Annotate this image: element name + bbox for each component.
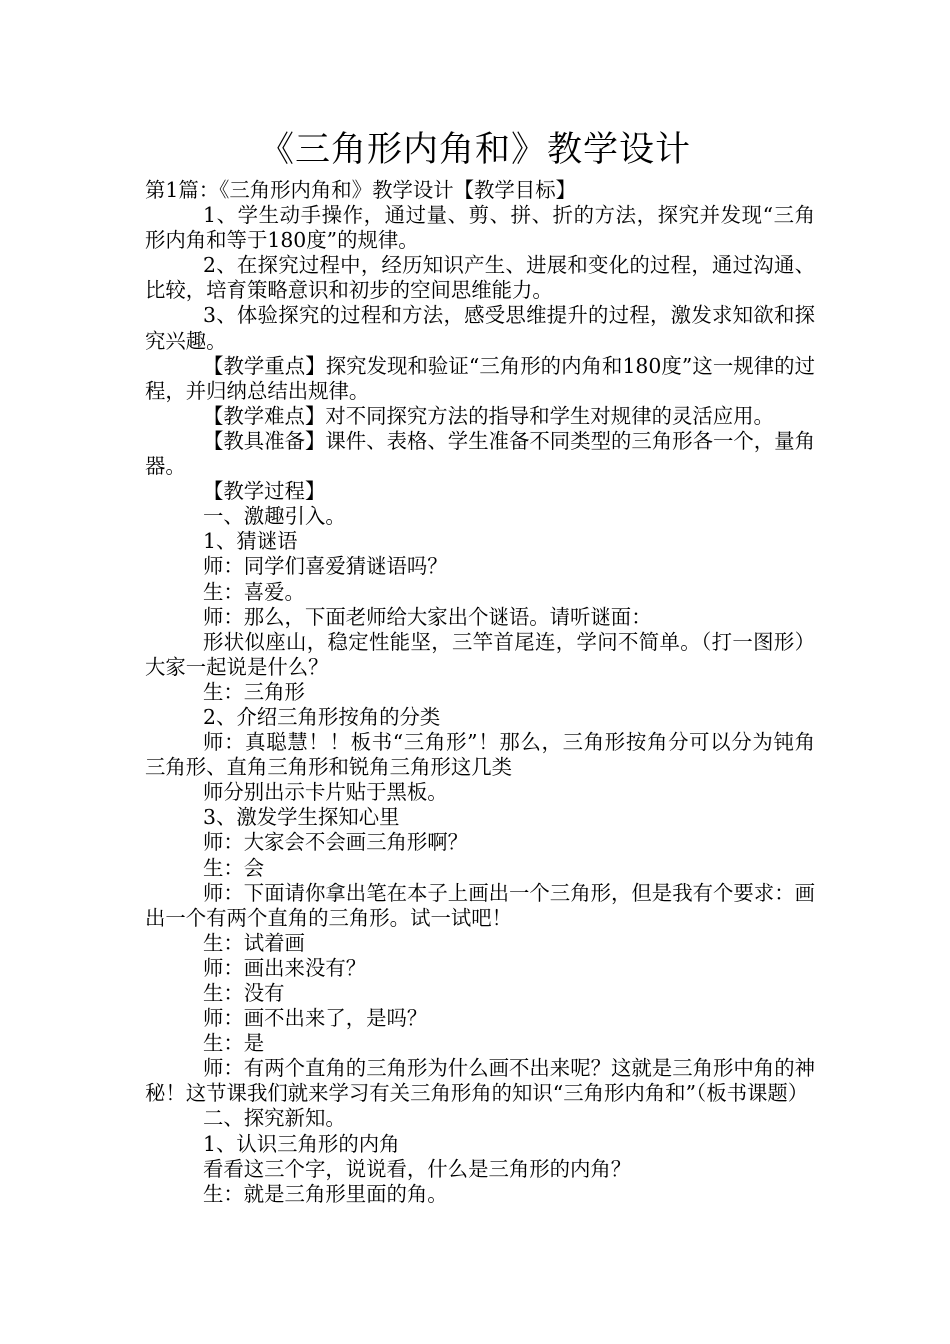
paragraph: 师：画出来没有？ <box>203 955 367 980</box>
paragraph: 【教学重点】探究发现和验证“三角形的内角和180度”这一规律的过程，并归纳总结出规律。 <box>145 353 815 403</box>
paragraph: 二、探究新知。 <box>203 1106 346 1131</box>
paragraph: 师：那么，下面老师给大家出个谜语。请听谜面： <box>203 604 652 629</box>
paragraph: 一、激趣引入。 <box>203 504 346 529</box>
paragraph: 形状似座山，稳定性能坚，三竿首尾连，学问不简单。（打一图形）大家一起说是什么？ <box>145 629 815 679</box>
paragraph: 2、介绍三角形按角的分类 <box>203 704 441 729</box>
paragraph: 师：同学们喜爱猜谜语吗？ <box>203 554 448 579</box>
paragraph: 【教学过程】 <box>203 479 326 504</box>
paragraph: 师：下面请你拿出笔在本子上画出一个三角形，但是我有个要求：画出一个有两个直角的三角形。试一试吧！ <box>145 880 815 930</box>
paragraph: 1、认识三角形的内角 <box>203 1131 400 1156</box>
paragraph: 生：试着画 <box>203 930 305 955</box>
document-body <box>145 178 815 1207</box>
paragraph: 2、在探究过程中，经历知识产生、进展和变化的过程，通过沟通、比较，培育策略意识和初步的空间思维能力。 <box>145 253 815 303</box>
paragraph: 生：没有 <box>203 981 285 1005</box>
paragraph: 师：画不出来了，是吗？ <box>203 1006 428 1031</box>
paragraph: 3、体验探究的过程和方法，感受思维提升的过程，激发求知欲和探究兴趣。 <box>145 303 815 353</box>
paragraph: 师：大家会不会画三角形啊？ <box>203 830 469 855</box>
paragraph: 生：三角形 <box>203 679 305 704</box>
paragraph: 师：真聪慧！！板书“三角形”！那么，三角形按角分可以分为钝角三角形、直角三角形和锐角三角形这几类 <box>145 730 815 780</box>
paragraph: 生：喜爱。 <box>203 579 305 604</box>
paragraph: 看看这三个字，说说看，什么是三角形的内角？ <box>203 1156 632 1181</box>
paragraph: 【教学难点】对不同探究方法的指导和学生对规律的灵活应用。 <box>203 403 774 428</box>
paragraph: 师：有两个直角的三角形为什么画不出来呢？这就是三角形中角的神秘！这节课我们就来学习有关三角形角的知识“三角形内角和”（板书课题） <box>145 1056 815 1106</box>
paragraph: 生：是 <box>203 1031 265 1056</box>
paragraph: 生：会 <box>203 855 265 880</box>
document-title: 《三角形内角和》教学设计 <box>258 130 691 170</box>
paragraph: 【教具准备】课件、表格、学生准备不同类型的三角形各一个，量角器。 <box>145 428 815 479</box>
paragraph: 1、学生动手操作，通过量、剪、拼、折的方法，探究并发现“三角形内角和等于180度”的规律。 <box>145 203 815 253</box>
paragraph: 师分别出示卡片贴于黑板。 <box>203 780 448 805</box>
paragraph: 第1篇：《三角形内角和》教学设计【教学目标】 <box>145 178 576 202</box>
paragraph: 3、激发学生探知心里 <box>203 805 400 830</box>
paragraph: 生：就是三角形里面的角。 <box>203 1181 448 1206</box>
paragraph: 1、猜谜语 <box>203 529 298 554</box>
